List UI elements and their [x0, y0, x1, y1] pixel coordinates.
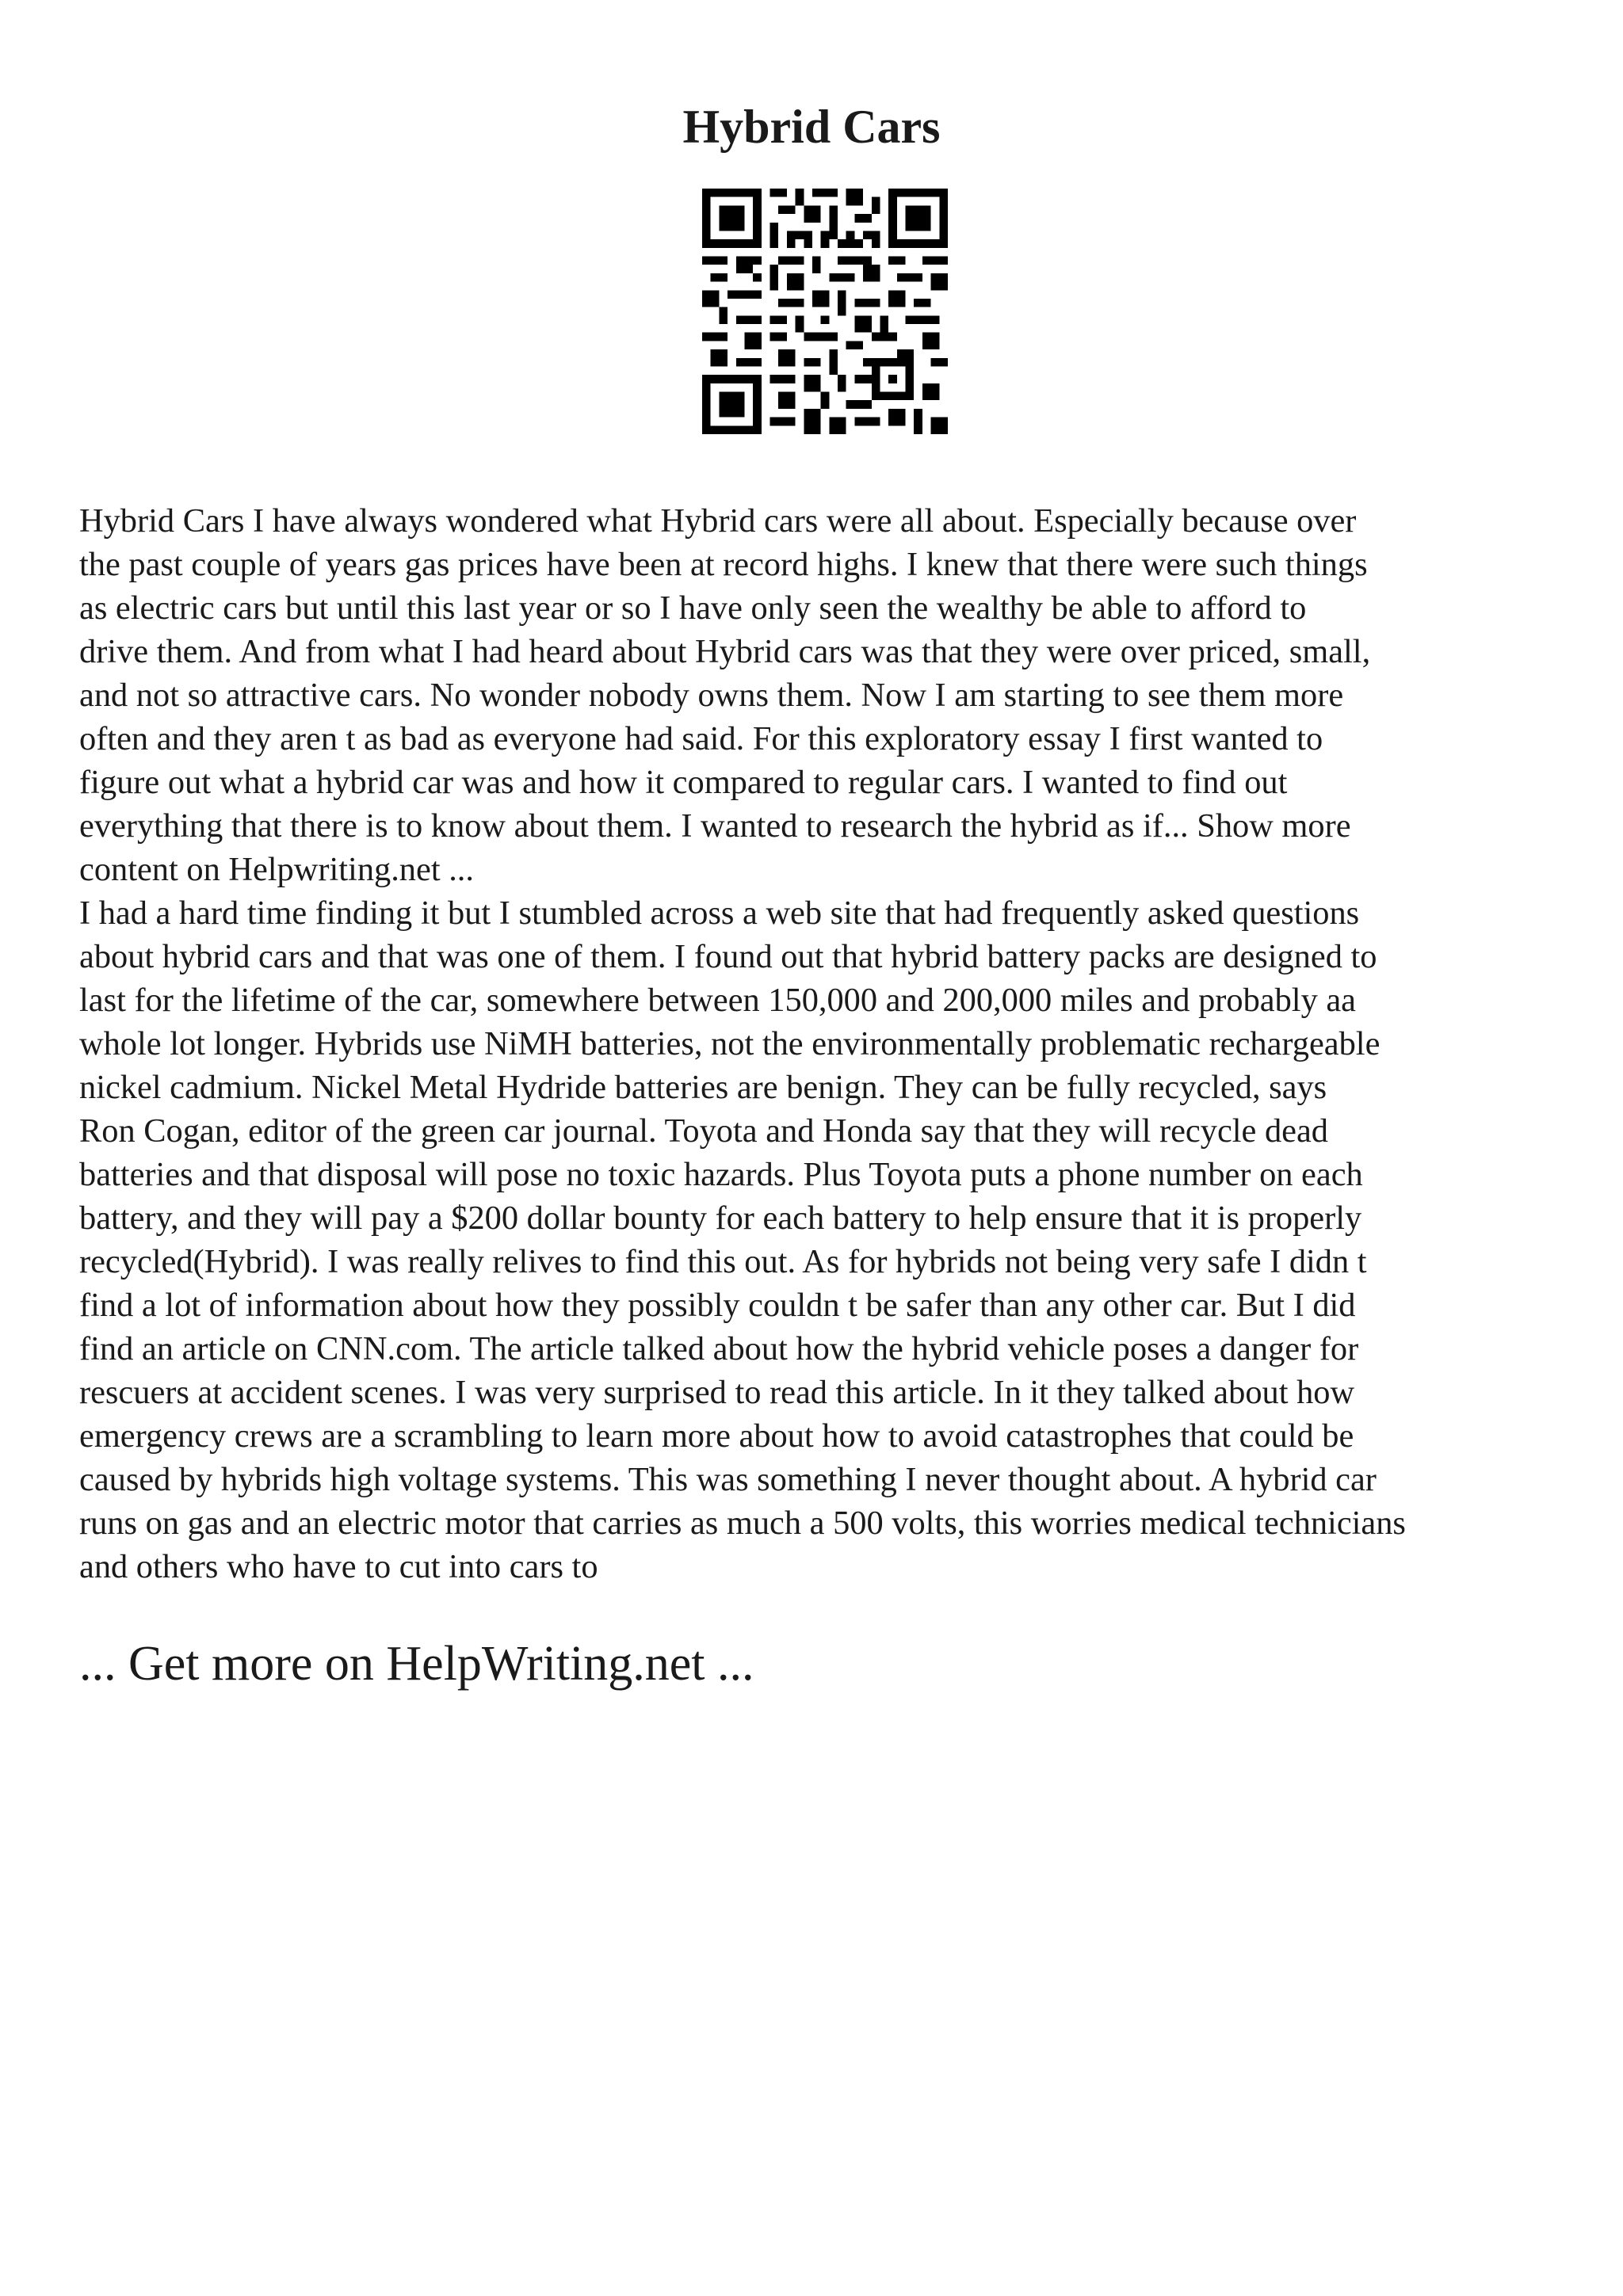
- text-line: I had a hard time finding it but I stumbled across a web site that had frequently asked questions: [79, 894, 1360, 932]
- text-line: everything that there is to know about them. I wanted to research the hybrid as if... Show more: [79, 807, 1351, 845]
- text-line: drive them. And from what I had heard about Hybrid cars was that they were over priced, small,: [79, 633, 1371, 670]
- text-line: whole lot longer. Hybrids use NiMH batteries, not the environmentally problematic rechargeable: [79, 1025, 1381, 1062]
- text-line: nickel cadmium. Nickel Metal Hydride batteries are benign. They can be fully recycled, says: [79, 1069, 1327, 1106]
- text-line: find a lot of information about how they possibly couldn t be safer than any other car. But I did: [79, 1287, 1356, 1324]
- page-title: Hybrid Cars: [682, 101, 941, 153]
- text-line: often and they aren t as bad as everyone had said. For this exploratory essay I first wanted to: [79, 720, 1323, 757]
- text-line: find an article on CNN.com. The article talked about how the hybrid vehicle poses a danger for: [79, 1330, 1359, 1367]
- text-line: the past couple of years gas prices have been at record highs. I knew that there were such things: [79, 546, 1368, 583]
- text-line: and others who have to cut into cars to: [79, 1548, 598, 1585]
- text-line: batteries and that disposal will pose no toxic hazards. Plus Toyota puts a phone number on each: [79, 1156, 1363, 1193]
- text-line: figure out what a hybrid car was and how it compared to regular cars. I wanted to find out: [79, 764, 1288, 801]
- text-line: and not so attractive cars. No wonder nobody owns them. Now I am starting to see them more: [79, 677, 1344, 714]
- text-line: as electric cars but until this last year or so I have only seen the wealthy be able to afford to: [79, 589, 1307, 627]
- text-line: Ron Cogan, editor of the green car journal. Toyota and Honda say that they will recycle dead: [79, 1112, 1328, 1150]
- qr-code-graphic: [702, 189, 948, 434]
- text-line: caused by hybrids high voltage systems. This was something I never thought about. A hybrid car: [79, 1461, 1377, 1498]
- essay-body: [79, 499, 1553, 1589]
- text-line: emergency crews are a scrambling to learn more about how to avoid catastrophes that could be: [79, 1417, 1354, 1455]
- text-line: recycled(Hybrid). I was really relives to find this out. As for hybrids not being very safe I didn t: [79, 1243, 1367, 1280]
- text-line: content on Helpwriting.net ...: [79, 851, 474, 888]
- text-line: Hybrid Cars I have always wondered what Hybrid cars were all about. Especially because over: [79, 502, 1357, 540]
- qr-code-icon: [702, 189, 948, 434]
- get-more-link[interactable]: ... Get more on HelpWriting.net ...: [79, 1637, 754, 1691]
- text-line: last for the lifetime of the car, somewhere between 150,000 and 200,000 miles and probably aa: [79, 982, 1356, 1019]
- text-line: rescuers at accident scenes. I was very surprised to read this article. In it they talked about how: [79, 1374, 1355, 1411]
- text-line: about hybrid cars and that was one of them. I found out that hybrid battery packs are designed to: [79, 938, 1377, 975]
- text-line: runs on gas and an electric motor that carries as much a 500 volts, this worries medical technicians: [79, 1505, 1406, 1542]
- text-line: battery, and they will pay a $200 dollar bounty for each battery to help ensure that it is properly: [79, 1199, 1362, 1237]
